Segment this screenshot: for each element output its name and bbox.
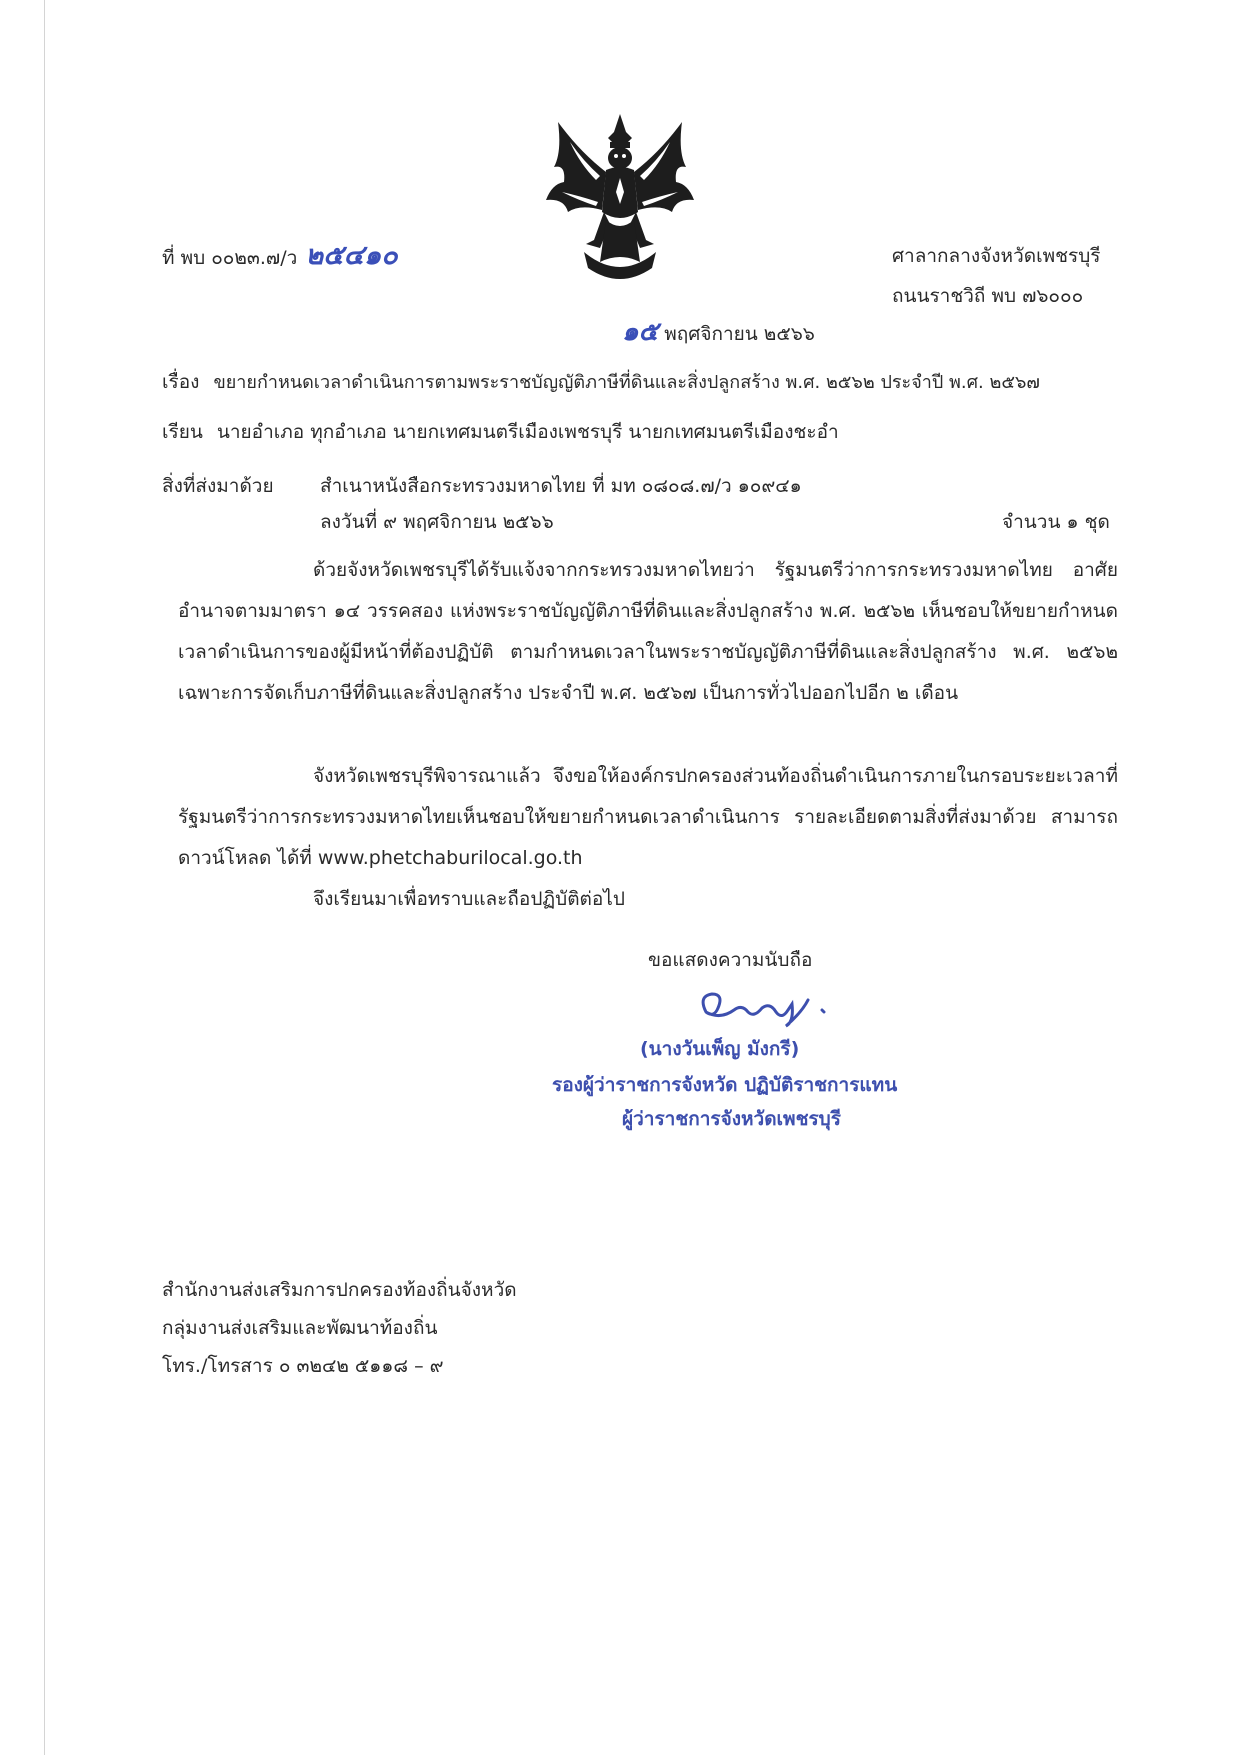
office-address-line1: ศาลากลางจังหวัดเพชรบุรี [892,245,1101,267]
subject-line [162,368,1040,397]
recipient-text: นายอำเภอ ทุกอำเภอ นายกเทศมนตรีเมืองเพชรบุรี นายกเทศมนตรีเมืองชะอำ [216,421,839,443]
footer-office: สำนักงานส่งเสริมการปกครองท้องถิ่นจังหวัด [162,1279,517,1301]
enclosure-label: สิ่งที่ส่งมาด้วย [162,475,274,497]
footer-division: กลุ่มงานส่งเสริมและพัฒนาท้องถิ่น [162,1317,438,1339]
body-paragraph-3: จึงเรียนมาเพื่อทราบและถือปฏิบัติต่อไป [313,888,625,910]
date-day-stamp: ๑๕ [622,317,659,347]
enclosure-quantity: จำนวน ๑ ชุด [1002,511,1110,533]
recipient-label: เรียน [162,421,203,443]
date-month-year: พฤศจิกายน ๒๕๖๖ [664,323,815,345]
body-paragraph-1-text: ด้วยจังหวัดเพชรบุรีได้รับแจ้งจากกระทรวงมหาดไทยว่า รัฐมนตรีว่าการกระทรวงมหาดไทย อาศัยอำนาจตามมาตรา ๑๔ วรรคสอง แห่งพระราชบัญญัติภาษีที่ดินและสิ่งปลูกสร้าง พ.ศ. ๒๕๖๒ เห็นชอบให้ขยายกำหนดเวลาดำเนินการของผู้มีหน้าที่ต้องปฏิบัติ ตามกำหนดเวลาในพระราชบัญญัติภาษีที่ดินและสิ่งปลูกสร้าง พ.ศ. ๒๕๖๒ เฉพาะการจัดเก็บภาษีที่ดินและสิ่งปลูกสร้าง ประจำปี พ.ศ. ๒๕๖๗ เป็นการทั่วไปออกไปอีก ๒ เดือน [178,559,1118,704]
signatory-name: (นางวันเพ็ญ มังกรี) [640,1038,800,1060]
page-edge [44,0,45,1755]
subject-label: เรื่อง [162,371,200,393]
footer-phone: โทร./โทรสาร ๐ ๓๒๔๒ ๕๑๑๘ – ๙ [162,1355,444,1377]
signatory-title-line1: รองผู้ว่าราชการจังหวัด ปฏิบัติราชการแทน [552,1074,898,1096]
recipient-line [162,418,839,446]
subject-text: ขยายกำหนดเวลาดำเนินการตามพระราชบัญญัติภาษีที่ดินและสิ่งปลูกสร้าง พ.ศ. ๒๕๖๒ ประจำปี พ.ศ. ๒๕๖๗ [213,372,1040,393]
body-paragraph-1 [178,550,1118,714]
enclosure-line2: ลงวันที่ ๙ พฤศจิกายน ๒๕๖๖ [320,511,554,533]
body-paragraph-2 [178,756,1118,879]
document-number [162,242,398,272]
document-number-stamp: ๒๕๔๑๐ [305,240,398,271]
signature [690,982,850,1030]
body-paragraph-2-text: จังหวัดเพชรบุรีพิจารณาแล้ว จึงขอให้องค์กรปกครองส่วนท้องถิ่นดำเนินการภายในกรอบระยะเวลาที่รัฐมนตรีว่าการกระทรวงมหาดไทยเห็นชอบให้ขยายกำหนดเวลาดำเนินการ รายละเอียดตามสิ่งที่ส่งมาด้วย สามารถดาวน์โหลด ได้ที่ www.phetchaburilocal.go.th [178,765,1118,869]
office-address-line2: ถนนราชวิถี พบ ๗๖๐๐๐ [892,285,1084,307]
garuda-emblem-icon [540,112,700,292]
enclosure-line1: สำเนาหนังสือกระทรวงมหาดไทย ที่ มท ๐๘๐๘.๗/ว ๑๐๙๔๑ [320,475,802,497]
document-number-label: ที่ พบ ๐๐๒๓.๗/ว [162,247,298,269]
closing-regards: ขอแสดงความนับถือ [648,949,813,971]
document-date [622,318,815,348]
signatory-title-line2: ผู้ว่าราชการจังหวัดเพชรบุรี [622,1108,841,1130]
